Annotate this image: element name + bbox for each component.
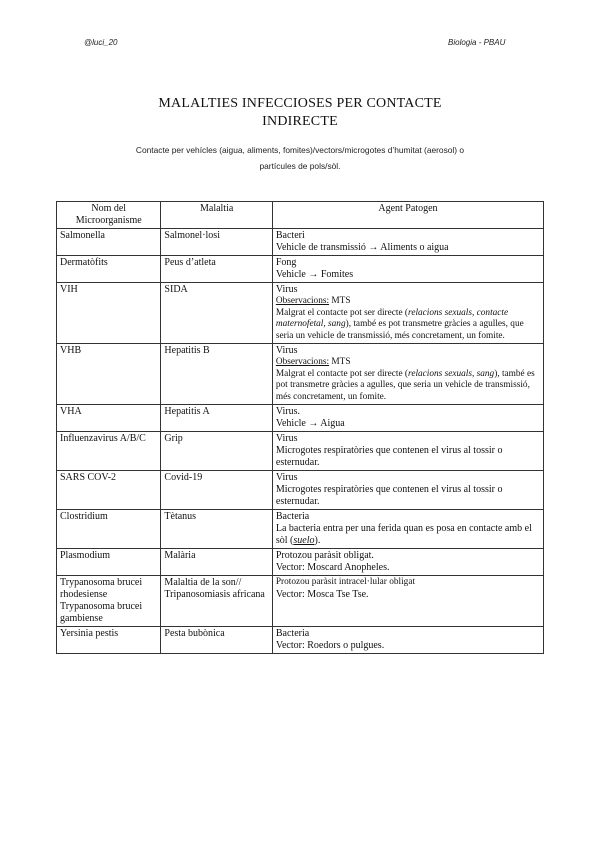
cell-agent — [272, 549, 543, 576]
cell-agent — [272, 471, 543, 510]
cell-disease-line: Tètanus — [164, 511, 197, 522]
note-text: ). — [314, 535, 321, 546]
subtitle-line: Contacte per vehícles (aigua, aliments, fomites)/vectors/microgotes d’humitat (aerosol) o — [135, 145, 465, 155]
cell-organism-line: Yersinia pestis — [60, 628, 119, 639]
cell-disease-line: Pesta bubònica — [164, 628, 225, 639]
title-line: MALALTIES INFECCIOSES PER CONTACTE — [158, 96, 442, 111]
table-row — [57, 471, 544, 510]
cell-organism-line: Influenzavirus A/B/C — [60, 433, 146, 444]
cell-disease — [161, 471, 272, 510]
observations-value: MTS — [329, 296, 351, 306]
cell-disease-line: Salmonel·losi — [164, 230, 220, 241]
cell-organism-line: Plasmodium — [60, 550, 111, 561]
cell-organism-line: Clostridium — [60, 511, 108, 522]
cell-organism — [57, 576, 161, 627]
cell-agent — [272, 283, 543, 344]
cell-disease — [161, 510, 272, 549]
table-header-row — [57, 202, 544, 229]
cell-agent-line: Microgotes respiratòries que contenen el virus al tossir o esternudar. — [275, 484, 503, 507]
title-line: INDIRECTE — [262, 114, 338, 129]
cell-disease-line: Grip — [164, 433, 183, 444]
cell-agent — [272, 627, 543, 654]
cell-organism — [57, 344, 161, 405]
cell-organism — [57, 471, 161, 510]
cell-disease-line: Malària — [164, 550, 196, 561]
cell-disease — [161, 256, 272, 283]
note-line — [276, 369, 540, 404]
cell-disease-line: Tripanosomiasis africana — [164, 589, 265, 600]
table-row — [57, 576, 544, 627]
cell-agent-line: Bacteri — [275, 230, 305, 241]
page-subtitle — [70, 142, 530, 174]
cell-agent-line: Protozou paràsit intracel·lular obligat — [275, 577, 416, 587]
note-emphasis: relacions sexuals, contacte maternofetal, sang — [275, 307, 509, 329]
note-text: ), també es pot transmetre gràcies a agulles, que seria un vehicle de transmissió, més concretament, un fomite. — [275, 368, 535, 402]
cell-organism-line: Trypanosoma brucei rhodesiense — [60, 577, 143, 600]
cell-disease — [161, 283, 272, 344]
note-text: La bacteria entra per una ferida quan es posa en contacte amb el sòl ( — [275, 523, 532, 546]
page-title — [100, 95, 500, 131]
note-text: Malgrat el contacte pot ser directe ( — [275, 307, 409, 318]
cell-disease-line: Covid-19 — [164, 472, 203, 483]
cell-organism — [57, 405, 161, 432]
cell-disease — [161, 549, 272, 576]
cell-agent-line: Fong — [275, 257, 297, 268]
cell-agent-line: Virus. — [275, 406, 300, 417]
cell-agent-line: Bacteria — [275, 628, 310, 639]
cell-organism-line: Salmonella — [60, 230, 105, 241]
cell-organism-line: Trypanosoma brucei gambiense — [60, 601, 143, 624]
cell-agent — [272, 344, 543, 405]
cell-agent — [272, 432, 543, 471]
cell-organism-line: VIH — [60, 284, 78, 295]
cell-disease — [161, 229, 272, 256]
cell-disease — [161, 627, 272, 654]
observations-line — [276, 357, 540, 369]
observations-line — [276, 296, 540, 308]
observations-value: MTS — [329, 357, 351, 367]
cell-disease-line: Hepatitis A — [164, 406, 210, 417]
cell-agent-line: Vector: Roedors o pulgues. — [275, 640, 385, 651]
cell-disease-line: Peus d’atleta — [164, 257, 216, 268]
cell-agent — [272, 510, 543, 549]
note-line — [276, 308, 540, 343]
table-row — [57, 627, 544, 654]
column-header-organism: Nom del Microorganisme — [57, 202, 161, 229]
table-row — [57, 256, 544, 283]
cell-organism — [57, 627, 161, 654]
cell-disease — [161, 405, 272, 432]
cell-organism — [57, 432, 161, 471]
cell-agent — [272, 405, 543, 432]
diseases-table — [56, 201, 544, 654]
table-row — [57, 229, 544, 256]
cell-disease — [161, 344, 272, 405]
cell-disease — [161, 576, 272, 627]
table-row — [57, 432, 544, 471]
cell-disease-line: Malaltia de la son// — [164, 577, 242, 588]
note-line — [276, 523, 540, 547]
cell-organism-line: VHA — [60, 406, 82, 417]
cell-agent-line: Virus — [275, 284, 298, 295]
cell-agent-line: Vector: Moscard Anopheles. — [275, 562, 390, 573]
note-emphasis: relacions sexuals, sang — [408, 368, 495, 379]
cell-agent-line: Virus — [275, 345, 298, 356]
cell-agent-line: Vehicle → Aigua — [275, 418, 345, 429]
cell-organism — [57, 549, 161, 576]
cell-agent-line: Vehicle → Fomites — [275, 269, 354, 280]
cell-organism — [57, 283, 161, 344]
note-text: ), també es pot transmetre gràcies a agulles, que seria un vehicle de transmissió, més concretament, un fomite. — [275, 319, 524, 341]
header-subject: Biologia - PBAU — [448, 38, 506, 47]
note-emphasis: suelo — [293, 535, 315, 546]
cell-organism-line: SARS COV-2 — [60, 472, 117, 483]
table-row — [57, 549, 544, 576]
table-row — [57, 344, 544, 405]
cell-agent-line: Vector: Mosca Tse Tse. — [275, 588, 369, 600]
cell-organism-line: VHB — [60, 345, 82, 356]
cell-agent-line: Bacteria — [275, 511, 310, 522]
cell-disease — [161, 432, 272, 471]
cell-organism — [57, 229, 161, 256]
cell-organism-line: Dermatòfits — [60, 257, 108, 268]
cell-disease-line: Hepatitis B — [164, 345, 210, 356]
header-author: @luci_20 — [84, 38, 118, 47]
cell-agent — [272, 576, 543, 627]
subtitle-line: partícules de pols/sòl. — [259, 161, 341, 171]
note-text: Malgrat el contacte pot ser directe ( — [275, 368, 409, 379]
cell-agent-line: Protozou paràsit obligat. — [275, 550, 374, 561]
column-header-agent: Agent Patogen — [272, 202, 543, 229]
cell-agent-line: Virus — [275, 433, 298, 444]
cell-disease-line: SIDA — [164, 284, 188, 295]
observations-label: Observacions: — [275, 296, 330, 306]
cell-organism — [57, 256, 161, 283]
cell-agent-line: Vehicle de transmissió → Aliments o aigua — [275, 242, 449, 253]
cell-agent — [272, 256, 543, 283]
table-row — [57, 510, 544, 549]
cell-organism — [57, 510, 161, 549]
cell-agent — [272, 229, 543, 256]
table-row — [57, 283, 544, 344]
column-header-disease: Malaltia — [161, 202, 272, 229]
cell-agent-line: Virus — [275, 472, 298, 483]
table-row — [57, 405, 544, 432]
observations-label: Observacions: — [275, 357, 330, 367]
cell-agent-line: Microgotes respiratòries que contenen el virus al tossir o esternudar. — [275, 445, 503, 468]
